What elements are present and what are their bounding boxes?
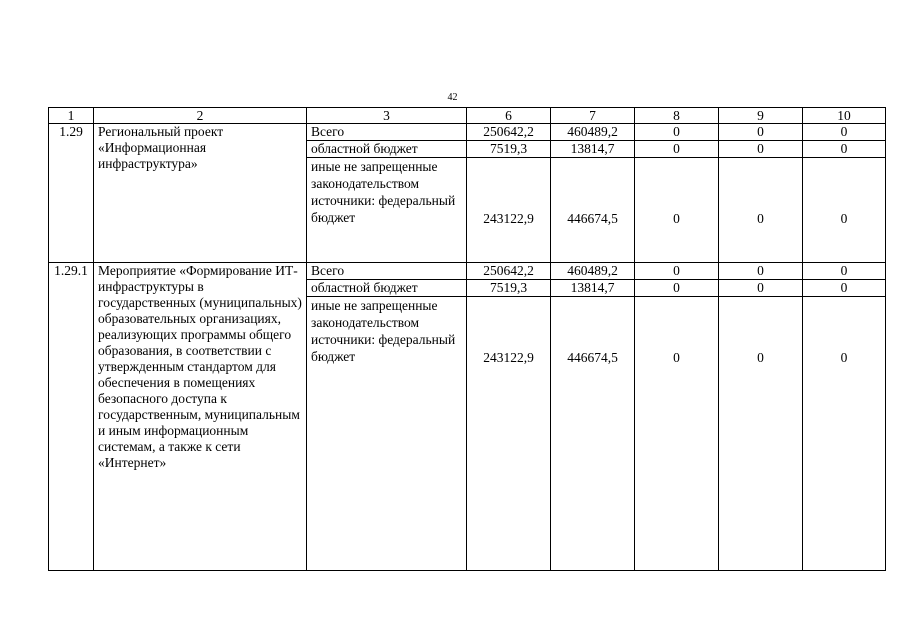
- value-col-10: 0: [803, 158, 886, 263]
- value-col-8: 0: [635, 124, 719, 141]
- page-number: 42: [447, 92, 458, 103]
- col-header-7: 7: [551, 108, 635, 124]
- row-name: Мероприятие «Формирование ИТ-инфраструктуры в государственных (муниципальных) образовательных организациях, реализующих программы общего образования, в соответствии с утвержденным стандартом для обеспечения в помещениях безопасного доступа к государственным, муниципальным и иным информационным системам, а также к сети «Интернет»: [94, 263, 307, 571]
- value-col-9: 0: [719, 280, 803, 297]
- value-col-7: 446674,5: [551, 297, 635, 571]
- value-col-10: 0: [803, 280, 886, 297]
- col-header-6: 6: [467, 108, 551, 124]
- value-col-8: 0: [635, 263, 719, 280]
- value-col-10: 0: [803, 124, 886, 141]
- value-col-9: 0: [719, 297, 803, 571]
- col-header-2: 2: [94, 108, 307, 124]
- budget-table: [48, 107, 886, 571]
- value-col-9: 0: [719, 263, 803, 280]
- value-col-10: 0: [803, 141, 886, 158]
- value-col-7: 13814,7: [551, 141, 635, 158]
- col-header-9: 9: [719, 108, 803, 124]
- value-col-6: 250642,2: [467, 263, 551, 280]
- value-col-9: 0: [719, 124, 803, 141]
- value-col-10: 0: [803, 297, 886, 571]
- source-label: областной бюджет: [307, 280, 467, 297]
- source-label: Всего: [307, 263, 467, 280]
- value-col-6: 7519,3: [467, 141, 551, 158]
- value-col-7: 13814,7: [551, 280, 635, 297]
- value-col-8: 0: [635, 280, 719, 297]
- table-row: [49, 124, 886, 141]
- source-label: областной бюджет: [307, 141, 467, 158]
- table-row: [49, 263, 886, 280]
- col-header-1: 1: [49, 108, 94, 124]
- value-col-6: 243122,9: [467, 297, 551, 571]
- value-col-6: 7519,3: [467, 280, 551, 297]
- header-row: [49, 108, 886, 124]
- value-col-9: 0: [719, 141, 803, 158]
- source-label: иные не запрещенные законодательством источники: федеральный бюджет: [307, 158, 467, 263]
- col-header-3: 3: [307, 108, 467, 124]
- row-name: Региональный проект «Информационная инфраструктура»: [94, 124, 307, 263]
- value-col-8: 0: [635, 141, 719, 158]
- value-col-6: 243122,9: [467, 158, 551, 263]
- value-col-8: 0: [635, 158, 719, 263]
- col-header-10: 10: [803, 108, 886, 124]
- value-col-7: 460489,2: [551, 124, 635, 141]
- row-code: 1.29.1: [49, 263, 94, 571]
- value-col-7: 460489,2: [551, 263, 635, 280]
- row-code: 1.29: [49, 124, 94, 263]
- value-col-9: 0: [719, 158, 803, 263]
- value-col-6: 250642,2: [467, 124, 551, 141]
- value-col-10: 0: [803, 263, 886, 280]
- value-col-7: 446674,5: [551, 158, 635, 263]
- col-header-8: 8: [635, 108, 719, 124]
- value-col-8: 0: [635, 297, 719, 571]
- source-label: иные не запрещенные законодательством источники: федеральный бюджет: [307, 297, 467, 571]
- source-label: Всего: [307, 124, 467, 141]
